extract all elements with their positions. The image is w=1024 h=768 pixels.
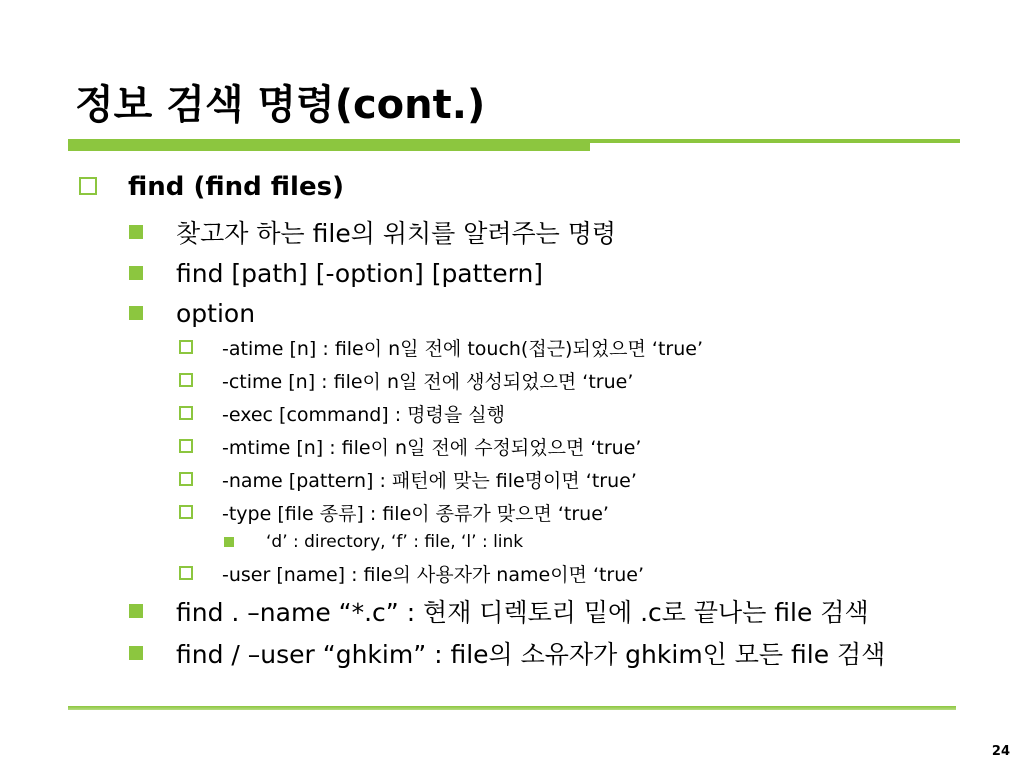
hollow-square-bullet-icon <box>179 472 193 486</box>
bullet-level3: -ctime [n] : file이 n일 전에 생성되었으면 ‘true’ <box>222 370 634 393</box>
solid-square-bullet-icon <box>129 604 143 618</box>
hollow-square-bullet-icon <box>179 340 193 354</box>
hollow-square-bullet-icon <box>179 505 193 519</box>
hollow-square-bullet-icon <box>179 373 193 387</box>
bullet-level2: find . –name “*.c” : 현재 디렉토리 밑에 .c로 끝나는 file 검색 <box>176 598 869 627</box>
footer-rule <box>68 706 956 710</box>
bullet-level2: 찾고자 하는 file의 위치를 알려주는 명령 <box>176 219 617 248</box>
hollow-square-bullet-icon <box>179 566 193 580</box>
bullet-level2: find [path] [-option] [pattern] <box>176 258 544 288</box>
slide-title: 정보 검색 명령(cont.) <box>75 82 486 128</box>
solid-square-bullet-icon <box>129 306 143 320</box>
bullet-level2: find / –user “ghkim” : file의 소유자가 ghkim인 모든 file 검색 <box>176 640 886 669</box>
bullet-level3: -mtime [n] : file이 n일 전에 수정되었으면 ‘true’ <box>222 436 642 459</box>
page-number: 24 <box>991 744 1010 759</box>
bullet-level2: option <box>176 298 256 328</box>
bullet-level3: -atime [n] : file이 n일 전에 touch(접근)되었으면 ‘true’ <box>222 337 703 360</box>
bullet-level3: -name [pattern] : 패턴에 맞는 file명이면 ‘true’ <box>222 469 637 492</box>
solid-square-bullet-icon <box>224 537 234 547</box>
solid-square-bullet-icon <box>129 266 143 280</box>
solid-square-bullet-icon <box>129 646 143 660</box>
hollow-square-bullet-icon <box>79 177 97 195</box>
hollow-square-bullet-icon <box>179 406 193 420</box>
bullet-level4: ‘d’ : directory, ‘f’ : file, ‘l’ : link <box>266 532 524 552</box>
hollow-square-bullet-icon <box>179 439 193 453</box>
bullet-level3: -type [file 종류] : file이 종류가 맞으면 ‘true’ <box>222 502 609 525</box>
title-underline <box>68 139 960 151</box>
solid-square-bullet-icon <box>129 225 143 239</box>
bullet-level3: -user [name] : file의 사용자가 name이면 ‘true’ <box>222 563 645 586</box>
bullet-level1: find (find files) <box>128 172 344 202</box>
bullet-level3: -exec [command] : 명령을 실행 <box>222 403 505 426</box>
